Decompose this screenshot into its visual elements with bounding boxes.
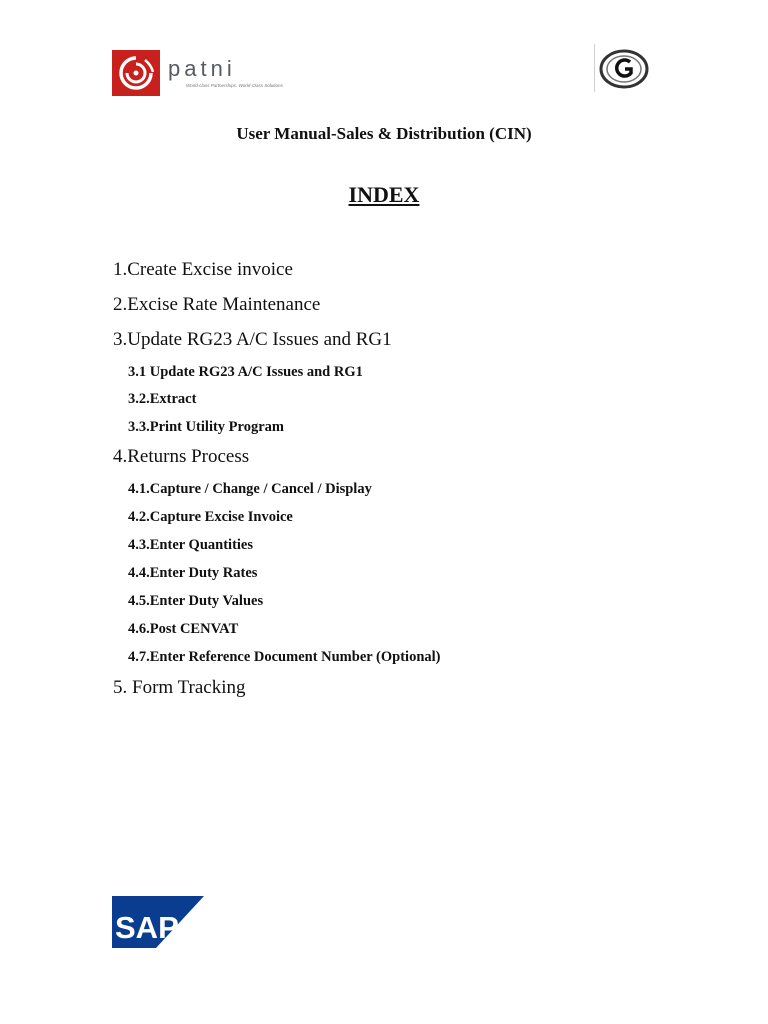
toc-subitem[interactable]: 4.1.Capture / Change / Cancel / Display: [128, 481, 372, 497]
toc-subitem[interactable]: 4.6.Post CENVAT: [128, 621, 239, 637]
toc-subitem[interactable]: 4.2.Capture Excise Invoice: [128, 509, 293, 525]
toc-item[interactable]: 2.Excise Rate Maintenance: [113, 294, 321, 315]
document-title: User Manual-Sales & Distribution (CIN): [236, 124, 532, 143]
sap-logo-text: SAP: [115, 910, 179, 945]
toc-subitem[interactable]: 3.2.Extract: [128, 391, 197, 407]
toc-subitem[interactable]: 3.3.Print Utility Program: [128, 419, 284, 435]
toc-subitem[interactable]: 4.3.Enter Quantities: [128, 537, 253, 553]
company-tagline: World-class Partnerships. World-Class Solutions.: [186, 83, 285, 88]
toc-subitem[interactable]: 4.7.Enter Reference Document Number (Optional): [128, 649, 441, 665]
toc-item[interactable]: 5. Form Tracking: [113, 677, 246, 698]
toc-item[interactable]: 1.Create Excise invoice: [113, 259, 293, 280]
toc-subitem[interactable]: 4.4.Enter Duty Rates: [128, 565, 258, 581]
sap-logo: [112, 896, 204, 948]
toc-item[interactable]: 4.Returns Process: [113, 446, 250, 467]
index-heading: INDEX: [348, 182, 420, 207]
toc-subitem[interactable]: 4.5.Enter Duty Values: [128, 593, 264, 609]
company-name: patni: [168, 56, 236, 81]
toc-subitem[interactable]: 3.1 Update RG23 A/C Issues and RG1: [128, 364, 363, 380]
toc-item[interactable]: 3.Update RG23 A/C Issues and RG1: [113, 329, 392, 350]
